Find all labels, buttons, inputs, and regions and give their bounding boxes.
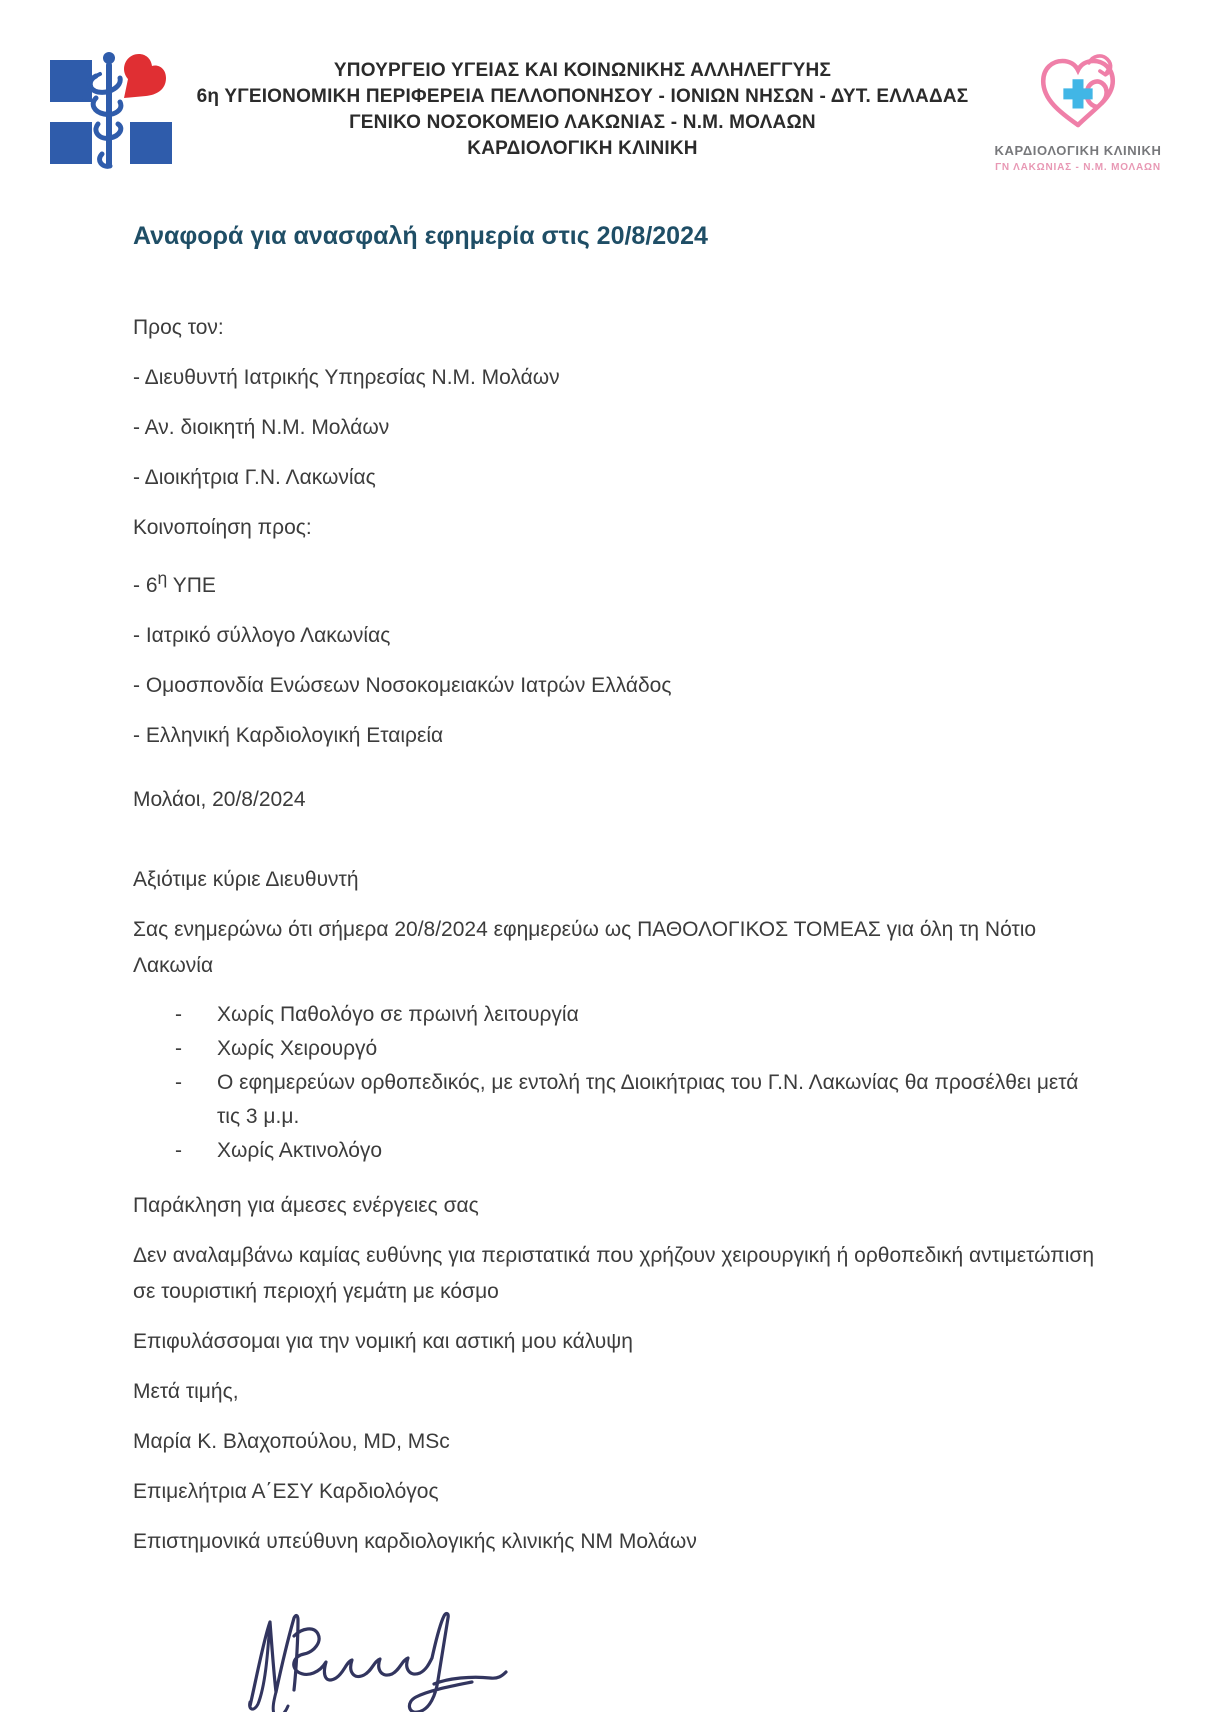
list-item [133, 1066, 1103, 1134]
bullet-dash: - [175, 1003, 182, 1026]
list-item [133, 1134, 1103, 1168]
recipient-line: - Αν. διοικητή Ν.Μ. Μολάων [133, 416, 390, 439]
bullet-text: Χωρίς Παθολόγο σε πρωινή λειτουργία [217, 1003, 579, 1026]
request-paragraph: Παράκληση για άμεσες ενέργειες σας [133, 1194, 479, 1217]
recipient-line: - Διοικήτρια Γ.Ν. Λακωνίας [133, 466, 376, 489]
document-title: Αναφορά για ανασφαλή εφημερία στις 20/8/2024 [133, 222, 708, 250]
bullet-dash: - [175, 1037, 182, 1060]
clinic-logo-title: ΚΑΡΔΙΟΛΟΓΙΚΗ ΚΛΙΝΙΚΗ [994, 143, 1162, 158]
cc-label: Κοινοποίηση προς: [133, 516, 312, 539]
handwritten-signature [228, 1588, 528, 1712]
recipient-line: - Διευθυντή Ιατρικής Υπηρεσίας Ν.Μ. Μολάων [133, 366, 560, 389]
disclaimer-paragraph: Δεν αναλαμβάνω καμίας ευθύνης για περιστατικά που χρήζουν χειρουργική ή ορθοπεδική αντιμετώπιση σε τουριστική περιοχή γεμάτη με κόσμο [133, 1244, 1094, 1303]
salutation: Αξιότιμε κύριε Διευθυντή [133, 868, 359, 891]
bullet-text: Χωρίς Ακτινολόγο [217, 1139, 383, 1162]
list-item [133, 998, 1103, 1032]
bullet-dash: - [175, 1139, 182, 1162]
place-date: Μολάοι, 20/8/2024 [133, 788, 306, 811]
bullet-text: Ο εφημερεύων ορθοπεδικός, με εντολή της Διοικήτριας του Γ.Ν. Λακωνίας θα προσέλθει μετά τις 3 μ.μ. [217, 1071, 1079, 1128]
cc-line: - Ιατρικό σύλλογο Λακωνίας [133, 624, 391, 647]
letterhead [0, 0, 1213, 174]
org-line-clinic: ΚΑΡΔΙΟΛΟΓΙΚΗ ΚΛΙΝΙΚΗ [467, 138, 698, 159]
heart-stethoscope-icon [1032, 50, 1124, 136]
signatory-name: Μαρία Κ. Βλαχοπούλου, MD, MSc [133, 1430, 450, 1453]
signatory-role: Επιστημονικά υπεύθυνη καρδιολογικής κλινικής ΝΜ Μολάων [133, 1530, 697, 1553]
closing-salutation: Μετά τιμής, [133, 1380, 239, 1403]
clinic-logo-subtitle: ΓΝ ΛΑΚΩΝΙΑΣ - Ν.Μ. ΜΟΛΑΩΝ [995, 162, 1161, 173]
ministry-of-health-logo-icon [44, 46, 182, 174]
cc-line-ype [133, 560, 1103, 604]
letter-body [0, 220, 1213, 1712]
cc-ype-superscript: η [157, 568, 168, 588]
bullet-dash: - [175, 1071, 182, 1094]
signature-ink-icon [228, 1588, 528, 1712]
org-line-hospital: ΓΕΝΙΚΟ ΝΟΣΟΚΟΜΕΙΟ ΛΑΚΩΝΙΑΣ - Ν.Μ. ΜΟΛΑΩΝ [349, 112, 816, 133]
bullet-text: Χωρίς Χειρουργό [217, 1037, 378, 1060]
reservation-paragraph: Επιφυλάσσομαι για την νομική και αστική μου κάλυψη [133, 1330, 633, 1353]
cc-line: - Ομοσπονδία Ενώσεων Νοσοκομειακών Ιατρών Ελλάδος [133, 674, 672, 697]
cardiology-clinic-logo [983, 46, 1173, 173]
cc-ype-prefix: - 6 [133, 574, 158, 597]
org-line-ministry: ΥΠΟΥΡΓΕΙΟ ΥΓΕΙΑΣ ΚΑΙ ΚΟΙΝΩΝΙΚΗΣ ΑΛΛΗΛΕΓΓΥΗΣ [333, 60, 832, 81]
org-line-region: 6η ΥΓΕΙΟΝΟΜΙΚΗ ΠΕΡΙΦΕΡΕΙΑ ΠΕΛΛΟΠΟΝΗΣΟΥ - ΙΟΝΙΩΝ ΝΗΣΩΝ - ΔΥΤ. ΕΛΛΑΔΑΣ [196, 86, 969, 107]
recipients-label: Προς τον: [133, 316, 224, 339]
cc-line: - Ελληνική Καρδιολογική Εταιρεία [133, 724, 444, 747]
signatory-title: Επιμελήτρια Α΄ΕΣΥ Καρδιολόγος [133, 1480, 439, 1503]
cc-ype-suffix: ΥΠΕ [167, 574, 216, 597]
intro-paragraph: Σας ενημερώνω ότι σήμερα 20/8/2024 εφημερεύω ως ΠΑΘΟΛΟΓΙΚΟΣ ΤΟΜΕΑΣ για όλη τη Νότιο Λακωνία [133, 918, 1037, 977]
letterhead-org-lines [182, 46, 983, 162]
shortage-bullet-list [133, 998, 1103, 1168]
list-item [133, 1032, 1103, 1066]
